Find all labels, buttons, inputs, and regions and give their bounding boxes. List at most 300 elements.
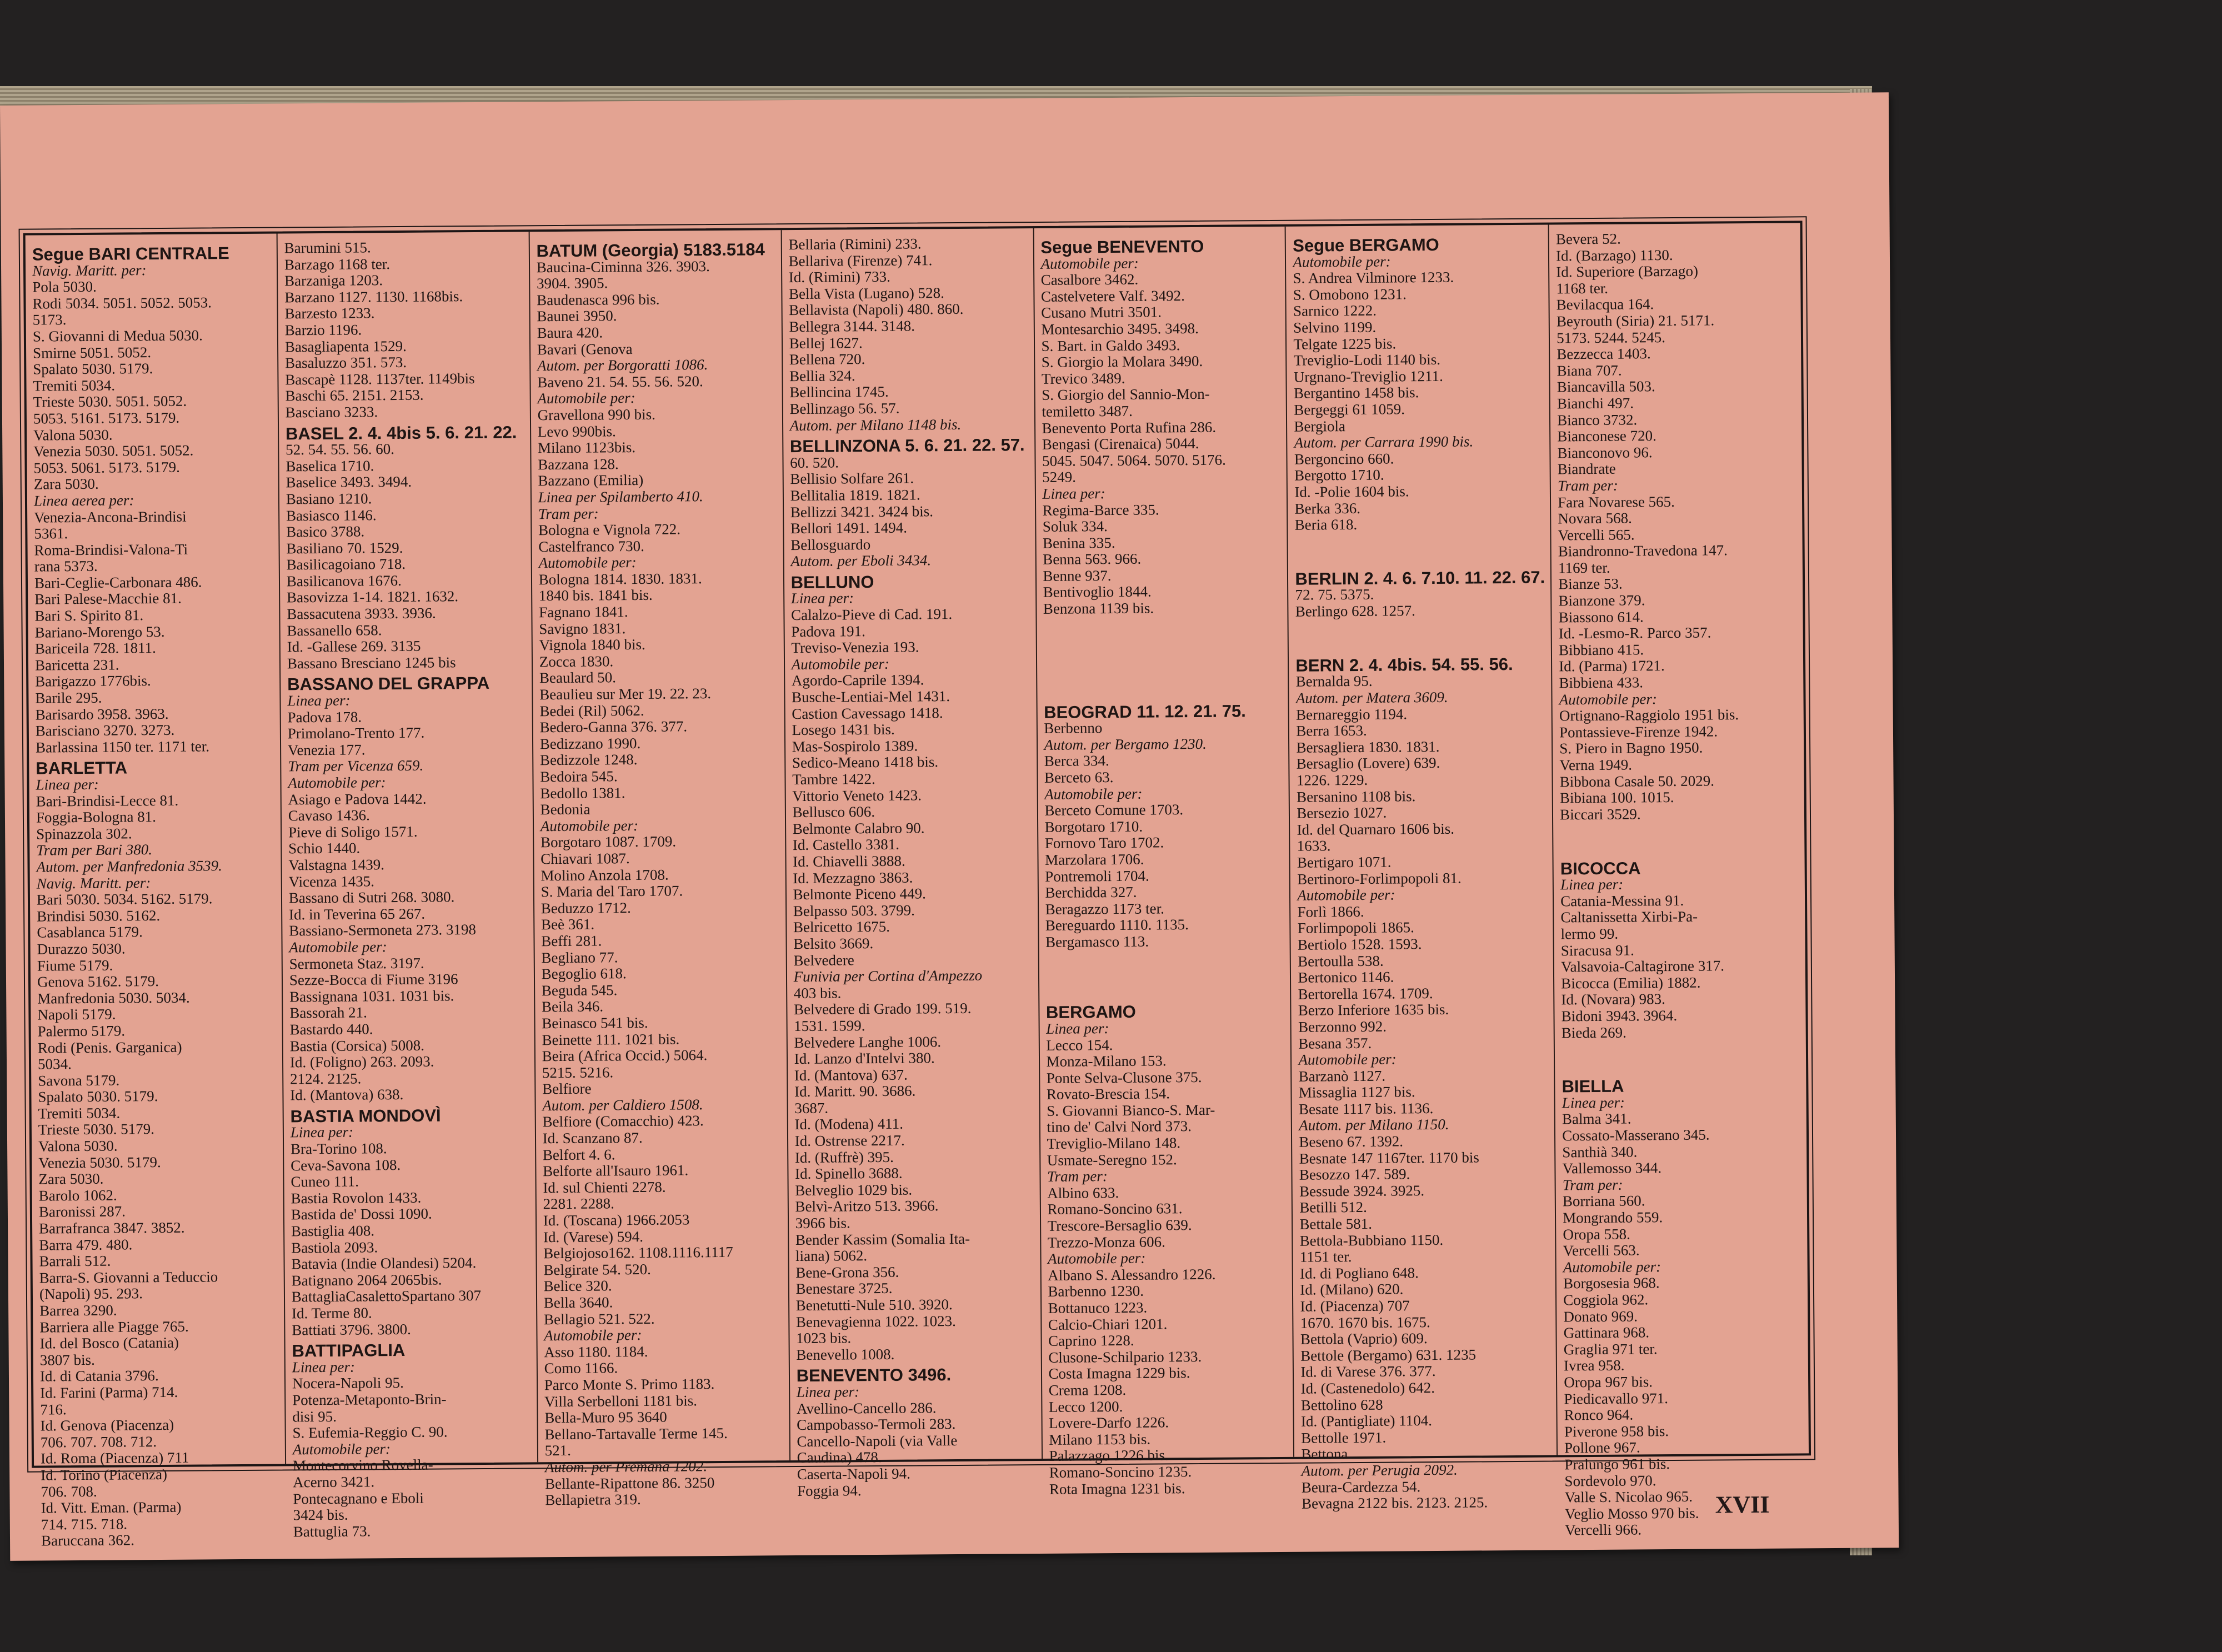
index-entry: Vallemosso 344. — [1562, 1159, 1662, 1177]
index-entry: Biandronno-Travedona 147. — [1558, 542, 1728, 560]
index-entry: Bari 5030. 5034. 5162. 5179. — [36, 890, 213, 908]
index-entry: Bastiola 2093. — [291, 1238, 378, 1256]
index-entry: 5034. — [37, 1055, 72, 1073]
index-entry: Baucina-Ciminna 326. 3903. — [536, 257, 710, 276]
index-entry: Beura-Cardezza 54. — [1301, 1478, 1421, 1496]
index-entry: Campobasso-Termoli 283. — [797, 1415, 956, 1434]
index-entry: Vercelli 966. — [1565, 1521, 1642, 1539]
index-entry: Bellano-Tartavalle Terme 145. — [544, 1424, 728, 1443]
index-entry: Montesarchio 3495. 3498. — [1041, 319, 1199, 338]
index-entry: Automobile per: — [1297, 886, 1395, 904]
index-entry: Id. Superiore (Barzago) — [1556, 262, 1699, 281]
index-entry: Bibbiano 415. — [1558, 641, 1644, 659]
index-entry: Id. Spinello 3688. — [794, 1164, 903, 1183]
index-entry: Vicenza 1435. — [288, 872, 375, 890]
index-entry: Barisardo 3958. 3963. — [35, 705, 169, 723]
index-entry: Benevento Porta Rufina 286. — [1042, 418, 1217, 437]
index-entry: Genova 5162. 5179. — [37, 973, 159, 990]
index-entry: Automobile per: — [791, 655, 890, 673]
index-entry: Barile 295. — [35, 689, 102, 707]
index-entry: Barra-S. Giovanni a Teduccio — [39, 1268, 218, 1286]
index-entry: Chiavari 1087. — [541, 850, 630, 868]
index-entry — [1560, 822, 1799, 840]
index-entry: Id. -Lesmo-R. Parco 357. — [1558, 624, 1711, 642]
index-entry: Treviglio-Lodi 1140 bis. — [1293, 351, 1440, 369]
index-entry: Automobile per: — [1559, 690, 1657, 708]
index-entry: Costa Imagna 1229 bis. — [1048, 1364, 1190, 1383]
index-entry: Palermo 5179. — [37, 1022, 126, 1040]
index-entry: Biandrate — [1557, 460, 1616, 478]
index-entry: Bellavista (Napoli) 480. 860. — [789, 301, 964, 319]
index-entry: Bastiglia 408. — [291, 1222, 375, 1240]
index-entry: Verna 1949. — [1559, 756, 1633, 774]
index-entry: Bellia 324. — [789, 367, 855, 384]
index-entry: Valona 5030. — [33, 426, 113, 444]
index-entry: Belgiojoso162. 1108.1116.1117 — [543, 1244, 733, 1262]
index-entry: Barzanò 1127. — [1298, 1067, 1386, 1085]
index-entry: Beyrouth (Siria) 21. 5171. — [1556, 312, 1715, 330]
index-entry: Calalzo-Pieve di Cad. 191. — [790, 605, 953, 624]
index-entry: Sordevolo 970. — [1564, 1471, 1657, 1489]
index-entry: Ponte Selva-Clusone 375. — [1046, 1068, 1202, 1087]
index-entry: Bastia (Corsica) 5008. — [289, 1037, 425, 1054]
index-entry: Id. -Gallese 269. 3135 — [287, 637, 421, 655]
index-entry: BATUM (Georgia) 5183.5184 — [536, 239, 765, 261]
index-entry: Basciano 3233. — [285, 403, 378, 421]
index-entry: Bellante-Ripattone 86. 3250 — [544, 1474, 715, 1492]
index-entry: Navig. Maritt. per: — [32, 261, 147, 279]
index-entry: 5249. — [1042, 468, 1077, 486]
index-entry: Bianze 53. — [1558, 575, 1623, 593]
index-entry: Barisciano 3270. 3273. — [35, 722, 175, 739]
index-entry: Benestare 3725. — [795, 1280, 893, 1298]
index-entry: Navig. Maritt. per: — [36, 874, 151, 892]
index-entry: Id. Ostrense 2217. — [794, 1132, 905, 1150]
index-entry: Tremiti 5034. — [38, 1104, 121, 1122]
index-entry: Bra-Torino 108. — [290, 1140, 387, 1158]
index-entry: Id. (Rimini) 733. — [788, 268, 890, 286]
index-entry: Mas-Sospirolo 1389. — [792, 737, 918, 755]
index-entry: Urgnano-Treviglio 1211. — [1293, 367, 1443, 386]
index-entry: Tram per: — [538, 504, 599, 522]
index-entry: Casalbore 3462. — [1040, 271, 1139, 289]
index-entry: Benevagienna 1022. 1023. — [795, 1312, 956, 1330]
index-entry: Id. di Catania 3796. — [39, 1367, 159, 1385]
index-entry: Pola 5030. — [32, 278, 97, 296]
index-entry: Cavaso 1436. — [288, 807, 370, 824]
index-entry: Ceva-Savona 108. — [291, 1156, 401, 1174]
index-entry: Tram per: — [1047, 1168, 1108, 1185]
index-entry: Vittorio Veneto 1423. — [792, 787, 922, 804]
index-entry: Padova 191. — [791, 622, 865, 640]
index-entry: Automobile per: — [1293, 253, 1391, 271]
index-entry: Linea aerea per: — [33, 492, 134, 509]
index-entry: Id. (Pantigliate) 1104. — [1300, 1412, 1433, 1430]
index-entry: Bastia Rovolon 1433. — [291, 1189, 422, 1207]
index-entry: Belveglio 1029 bis. — [795, 1181, 913, 1199]
index-entry: 5215. 5216. — [542, 1064, 614, 1081]
index-entry: Automobile per: — [540, 817, 639, 835]
index-entry: Linea per: — [790, 589, 854, 607]
index-entry: Berceto 63. — [1044, 769, 1114, 786]
index-entry: 1531. 1599. — [794, 1017, 865, 1034]
index-entry: Brindisi 5030. 5162. — [37, 907, 161, 925]
index-entry: Vignola 1840 bis. — [539, 636, 645, 654]
index-entry: Tram per: — [1562, 1176, 1623, 1194]
index-entry: Belricetto 1675. — [793, 918, 890, 936]
index-entry: Mongrando 559. — [1563, 1209, 1663, 1227]
index-entry: Sezze-Bocca di Fiume 3196 — [289, 970, 458, 989]
index-entry: Basagliapenta 1529. — [284, 337, 407, 355]
index-entry: Bedero-Ganna 376. 377. — [539, 718, 688, 736]
index-entry: BASTIA MONDOVÌ — [290, 1105, 441, 1127]
index-entry: Bereguardo 1110. 1135. — [1045, 916, 1189, 934]
index-entry: Bellapietra 319. — [545, 1491, 641, 1509]
index-entry: Id. di Pogliano 648. — [1300, 1264, 1419, 1282]
index-entry: Pontecagnano e Eboli — [293, 1489, 424, 1507]
index-entry: Bender Kassim (Somalia Ita- — [795, 1230, 970, 1248]
index-entry: Bertinoro-Forlimpopoli 81. — [1297, 869, 1462, 888]
index-entry: Caserta-Napoli 94. — [797, 1465, 910, 1483]
index-entry: Benina 335. — [1042, 534, 1115, 552]
index-entry: Bertiolo 1528. 1593. — [1297, 935, 1422, 953]
index-entry: Autom. per Caldiero 1508. — [542, 1096, 703, 1114]
index-entry: Autom. per Manfredonia 3539. — [36, 857, 222, 875]
index-entry: Agordo-Caprile 1394. — [791, 671, 924, 689]
index-entry: BARLETTA — [36, 758, 128, 778]
index-entry: Automobile per: — [1044, 785, 1143, 803]
index-entry: Id. (Mantova) 637. — [794, 1066, 908, 1084]
index-entry: 706. 707. 708. 712. — [40, 1433, 157, 1451]
index-entry: Baudenasca 996 bis. — [537, 291, 660, 309]
index-entry: Bella Vista (Lugano) 528. — [788, 284, 944, 302]
index-entry: Casablanca 5179. — [37, 923, 143, 941]
index-entry: Nocera-Napoli 95. — [292, 1374, 404, 1392]
index-entry: Besate 1117 bis. 1136. — [1298, 1099, 1434, 1118]
index-entry: Autom. per Premana 1202. — [544, 1458, 708, 1476]
index-entry: Bascapè 1128. 1137ter. 1149bis — [285, 369, 475, 388]
index-entry: Id. -Polie 1604 bis. — [1294, 483, 1409, 500]
index-entry: tino de' Calvi Nord 373. — [1047, 1118, 1192, 1136]
index-entry — [1562, 1040, 1800, 1058]
index-entry: Bedizzole 1248. — [539, 751, 638, 769]
index-entry: Zocca 1830. — [539, 653, 614, 670]
index-entry: Funivia per Cortina d'Ampezzo — [793, 967, 983, 985]
index-entry: Barigazzo 1776bis. — [35, 672, 151, 690]
index-entry: BERGAMO — [1045, 1002, 1136, 1023]
index-entry: Bologna e Vignola 722. — [538, 520, 681, 539]
index-entry: Bergantino 1458 bis. — [1293, 384, 1419, 402]
index-entry: Bicocca (Emilia) 1882. — [1561, 974, 1701, 992]
index-entry — [1043, 649, 1282, 667]
index-entry: Bella 3640. — [543, 1294, 613, 1311]
index-entry: Bellinzago 56. 57. — [789, 399, 900, 418]
index-entry: Id. (Piacenza) 707 — [1300, 1297, 1410, 1315]
index-entry: Bianzone 379. — [1558, 592, 1645, 609]
index-entry: Basilicanova 1676. — [286, 572, 402, 590]
index-entry: Id. Scanzano 87. — [542, 1129, 643, 1147]
index-entry: Bassignana 1031. 1031 bis. — [289, 987, 454, 1005]
index-entry: Asso 1180. 1184. — [544, 1343, 648, 1360]
index-entry: Bellena 720. — [789, 351, 865, 368]
index-entry: Molino Anzola 1708. — [541, 866, 669, 884]
index-entry: Romano-Soncino 631. — [1047, 1200, 1183, 1218]
index-entry: Bellariva (Firenze) 741. — [788, 251, 933, 269]
index-entry: Bessude 3924. 3925. — [1299, 1182, 1425, 1200]
index-entry: lermo 99. — [1560, 925, 1619, 943]
index-entry: Beduzzo 1712. — [541, 899, 631, 917]
index-entry: Selvino 1199. — [1293, 318, 1377, 336]
index-entry: Bersaglio (Lovere) 639. — [1296, 754, 1440, 773]
index-entry: Schio 1440. — [288, 839, 361, 857]
index-entry: S. Maria del Taro 1707. — [541, 882, 683, 900]
index-entry: Bergeggi 61 1059. — [1294, 401, 1405, 418]
index-entry: Benne 937. — [1043, 567, 1112, 584]
index-entry: Bettolino 628 — [1300, 1396, 1383, 1414]
index-entry: 1023 bis. — [796, 1329, 852, 1347]
index-entry: 716. — [40, 1400, 67, 1418]
index-entry: Lecco 154. — [1046, 1036, 1113, 1054]
index-entry: Id. (Varese) 594. — [543, 1228, 644, 1245]
index-entry: 72. 75. 5375. — [1295, 586, 1374, 604]
index-entry: Venezia 177. — [287, 741, 366, 759]
index-entry: Bertonico 1146. — [1298, 968, 1394, 986]
index-entry: Belgirate 54. 520. — [543, 1260, 651, 1279]
index-entry: Pollone 967. — [1564, 1439, 1640, 1456]
index-entry: Id. di Varese 376. 377. — [1300, 1363, 1436, 1381]
index-entry — [1044, 682, 1283, 700]
index-entry: Barzesto 1233. — [284, 304, 375, 322]
index-entry: 3807 bis. — [39, 1351, 95, 1369]
index-entry: Id. (Barzago) 1130. — [1555, 246, 1673, 264]
index-entry: Bariceila 728. 1811. — [34, 639, 156, 657]
index-entry: Bellagio 521. 522. — [543, 1310, 655, 1328]
index-entry: Valsavoia-Caltagirone 317. — [1560, 957, 1725, 975]
index-entry: Telgate 1225 bis. — [1293, 335, 1397, 353]
index-entry: Lovere-Darfo 1226. — [1049, 1414, 1169, 1432]
index-entry: Bianco 3732. — [1557, 411, 1638, 428]
index-entry: Beaulard 50. — [539, 669, 617, 687]
index-column-3 — [528, 230, 789, 1509]
index-entry: Basiliano 70. 1529. — [286, 539, 403, 557]
index-entry: Barrafranca 3847. 3852. — [39, 1219, 185, 1237]
index-entry: Automobile per: — [537, 389, 635, 407]
index-entry: Id. Chiavelli 3888. — [793, 852, 905, 870]
index-entry: 52. 54. 55. 56. 60. — [286, 440, 395, 458]
index-entry: Bersezio 1027. — [1297, 804, 1387, 822]
index-entry: 403 bis. — [793, 984, 842, 1002]
index-entry: Belvì-Aritzo 513. 3966. — [795, 1197, 939, 1215]
index-entry: Id. Farini (Parma) 714. — [40, 1383, 178, 1401]
index-entry: Bottanuco 1223. — [1048, 1299, 1148, 1316]
index-entry: Bianconese 720. — [1557, 427, 1657, 445]
index-entry: BERN 2. 4. 4bis. 54. 55. 56. — [1295, 654, 1513, 675]
index-entry: Id. Mezzagno 3863. — [793, 869, 913, 887]
index-entry: Oropa 558. — [1563, 1225, 1630, 1243]
index-entry: Segue BARI CENTRALE — [32, 243, 229, 264]
index-entry: S. Giorgio la Molara 3490. — [1041, 353, 1203, 371]
index-entry: Segue BENEVENTO — [1040, 236, 1204, 257]
index-entry: Bettolle 1971. — [1301, 1429, 1387, 1446]
index-entry: S. Bart. in Galdo 3493. — [1041, 336, 1180, 354]
index-entry: 3966 bis. — [795, 1214, 850, 1232]
index-entry: S. Eufemia-Reggio C. 90. — [292, 1423, 448, 1441]
index-entry: Autom. per Bergamo 1230. — [1044, 735, 1207, 753]
index-entry: Bianconovo 96. — [1557, 443, 1653, 462]
index-entry: Basiano 1210. — [286, 490, 372, 508]
index-entry: Beè 361. — [541, 915, 595, 933]
index-entry: Baricetta 231. — [34, 656, 119, 674]
index-entry: Barzago 1168 ter. — [284, 255, 391, 273]
index-entry: (Napoli) 95. 293. — [39, 1285, 143, 1303]
index-entry: Monza-Milano 153. — [1046, 1052, 1167, 1070]
index-entry: Bassano Bresciano 1245 bis — [287, 654, 456, 672]
index-entry: Savona 5179. — [38, 1072, 120, 1089]
index-entry: Id. Lanzo d'Intelvi 380. — [794, 1049, 935, 1068]
index-entry: Veglio Mosso 970 bis. — [1564, 1504, 1699, 1523]
index-entry: Basilicagoiano 718. — [286, 555, 406, 573]
index-entry: Belpasso 503. 3799. — [793, 902, 915, 919]
index-entry — [1043, 616, 1282, 634]
index-entry: Sermoneta Staz. 3197. — [289, 954, 424, 972]
index-entry: Bettale 581. — [1299, 1215, 1373, 1233]
index-entry: Barbenno 1230. — [1048, 1283, 1144, 1300]
index-entry: Tram per: — [1557, 477, 1618, 494]
index-entry: Oropa 967 bis. — [1564, 1373, 1653, 1391]
index-entry: Bellori 1491. 1494. — [790, 519, 908, 537]
index-entry: Bianchi 497. — [1557, 394, 1634, 412]
index-entry: S. Andrea Vilminore 1233. — [1293, 268, 1454, 287]
index-entry: Id. del Bosco (Catania) — [39, 1334, 179, 1352]
index-entry: liana) 5062. — [795, 1247, 868, 1265]
index-entry: Beira (Africa Occid.) 5064. — [542, 1047, 708, 1065]
index-entry: Bellusco 606. — [792, 803, 875, 821]
index-entry: Id. Roma (Piacenza) 711 — [40, 1449, 189, 1467]
index-entry — [1560, 838, 1799, 856]
index-entry: Bibbona Casale 50. 2029. — [1559, 772, 1715, 790]
index-entry: Belfiore — [542, 1080, 592, 1098]
index-entry: Beffi 281. — [541, 932, 602, 950]
index-entry: Id. Vitt. Eman. (Parma) — [41, 1498, 182, 1516]
index-entry: Piverone 958 bis. — [1564, 1422, 1669, 1440]
index-entry: Baveno 21. 54. 55. 56. 520. — [537, 372, 703, 391]
index-entry: Usmate-Seregno 152. — [1047, 1150, 1177, 1169]
index-entry: Regima-Barce 335. — [1042, 500, 1159, 519]
index-entry: Baunei 3950. — [537, 307, 617, 325]
index-entry: Berka 336. — [1294, 499, 1361, 517]
index-entry: Borgosesia 968. — [1563, 1274, 1660, 1292]
index-entry: Bevagna 2122 bis. 2123. 2125. — [1301, 1494, 1488, 1512]
index-entry: Rodi 5034. 5051. 5052. 5053. — [32, 294, 212, 312]
index-entry: Linea per: — [1046, 1020, 1109, 1037]
index-entry: BELLINZONA 5. 6. 21. 22. 57. — [789, 435, 1025, 457]
index-entry: Foggia-Bologna 81. — [36, 808, 157, 826]
index-entry: Berceto Comune 1703. — [1044, 801, 1184, 819]
index-entry: 1670. 1670 bis. 1675. — [1300, 1313, 1430, 1331]
index-entry: Bettola (Vaprio) 609. — [1300, 1330, 1428, 1348]
index-entry: BEOGRAD 11. 12. 21. 75. — [1044, 700, 1246, 722]
index-entry: Autom. per Milano 1148 bis. — [789, 415, 962, 434]
index-entry: Autom. per Matera 3609. — [1295, 688, 1448, 707]
index-entry: Autom. per Perugia 2092. — [1301, 1461, 1458, 1479]
index-entry: Como 1166. — [544, 1359, 618, 1377]
index-entry: Pontremoli 1704. — [1045, 867, 1149, 885]
index-entry: Castelfranco 730. — [538, 537, 644, 555]
index-entry: Beria 618. — [1294, 516, 1358, 533]
index-entry: Valstagna 1439. — [288, 856, 385, 874]
index-entry: Montecorvino Rovella- — [292, 1456, 433, 1474]
index-entry: BATTIPAGLIA — [292, 1340, 406, 1361]
index-entry: Forlimpopoli 1865. — [1297, 919, 1414, 937]
index-entry: BASEL 2. 4. 4bis 5. 6. 21. 22. — [285, 422, 517, 443]
index-entry: Soluk 334. — [1042, 518, 1108, 535]
index-entry: Autom. per Borgoratti 1086. — [537, 356, 708, 374]
index-entry: Belfiore (Comacchio) 423. — [542, 1112, 704, 1130]
index-entry: Rota Imagna 1231 bis. — [1049, 1479, 1185, 1498]
index-entry: Id. Genova (Piacenza) — [40, 1416, 174, 1434]
index-entry: Autom. per Milano 1150. — [1299, 1116, 1449, 1134]
index-entry: Automobile per: — [544, 1326, 642, 1344]
index-entry: Biana 707. — [1557, 362, 1622, 379]
index-entry: BICOCCA — [1560, 858, 1641, 878]
index-entry: Bassiano-Sermoneta 273. 3198 — [289, 921, 477, 939]
index-entry: Bersagliera 1830. 1831. — [1296, 738, 1440, 756]
index-entry: Castion Cavessago 1418. — [792, 704, 943, 722]
index-entry: Fiume 5179. — [37, 957, 113, 974]
index-entry: 1633. — [1297, 837, 1331, 855]
index-entry: 3904. 3905. — [536, 274, 608, 292]
index-entry: Bersanino 1108 bis. — [1297, 787, 1416, 805]
index-entry: 1840 bis. 1841 bis. — [538, 587, 653, 604]
index-entry: Rodi (Penis. Garganica) — [37, 1038, 182, 1057]
index-entry: Benetutti-Nule 510. 3920. — [795, 1296, 953, 1314]
index-entry: Tambre 1422. — [792, 770, 875, 788]
index-entry: Novara 568. — [1558, 509, 1632, 527]
index-entry: Battiati 3796. 3800. — [292, 1320, 411, 1338]
index-entry: Bariano-Morengo 53. — [34, 623, 165, 641]
index-entry: Id. Terme 80. — [291, 1304, 372, 1322]
index-entry: BELLUNO — [790, 572, 874, 592]
index-entry: Rovato-Brescia 154. — [1046, 1085, 1170, 1103]
index-entry: 60. 520. — [790, 454, 839, 471]
index-entry: Barzio 1196. — [284, 321, 362, 339]
index-entry: Valle S. Nicolao 965. — [1564, 1488, 1693, 1506]
index-entry: Bavari (Genova — [537, 340, 633, 358]
index-entry: Bazzana 128. — [538, 455, 619, 473]
index-entry: Id. (Castenedolo) 642. — [1300, 1379, 1435, 1397]
index-entry: Borgotaro 1087. 1709. — [540, 833, 677, 851]
index-entry: Berbenno — [1044, 719, 1103, 737]
index-entry: Berchidda 327. — [1045, 883, 1137, 902]
index-entry: Parco Monte S. Primo 1183. — [544, 1375, 715, 1394]
index-entry: Castelvetere Valf. 3492. — [1040, 287, 1185, 305]
index-entry: Basiasco 1146. — [286, 506, 377, 524]
index-entry: Treviso-Venezia 193. — [791, 638, 919, 657]
index-entry: Bertoulla 538. — [1298, 952, 1384, 970]
index-entry: Beseno 67. 1392. — [1299, 1133, 1404, 1150]
index-entry: Id. (Mantova) 638. — [290, 1086, 404, 1104]
index-entry: BERLIN 2. 4. 6. 7.10. 11. 22. 67. — [1295, 567, 1545, 589]
index-entry: Linea per: — [1562, 1094, 1625, 1112]
index-entry: Acerno 3421. — [293, 1473, 375, 1491]
index-entry: Begliano 77. — [541, 948, 618, 966]
index-column-5 — [1033, 227, 1293, 1498]
index-entry: Belvedere Langhe 1006. — [794, 1033, 942, 1051]
index-entry: Romano-Soncino 1235. — [1049, 1463, 1192, 1481]
index-entry: Id. (Foligno) 263. 2093. — [289, 1053, 434, 1071]
index-entry: Palazzago 1226 bis. — [1049, 1446, 1169, 1465]
index-entry: Spinazzola 302. — [36, 825, 132, 843]
